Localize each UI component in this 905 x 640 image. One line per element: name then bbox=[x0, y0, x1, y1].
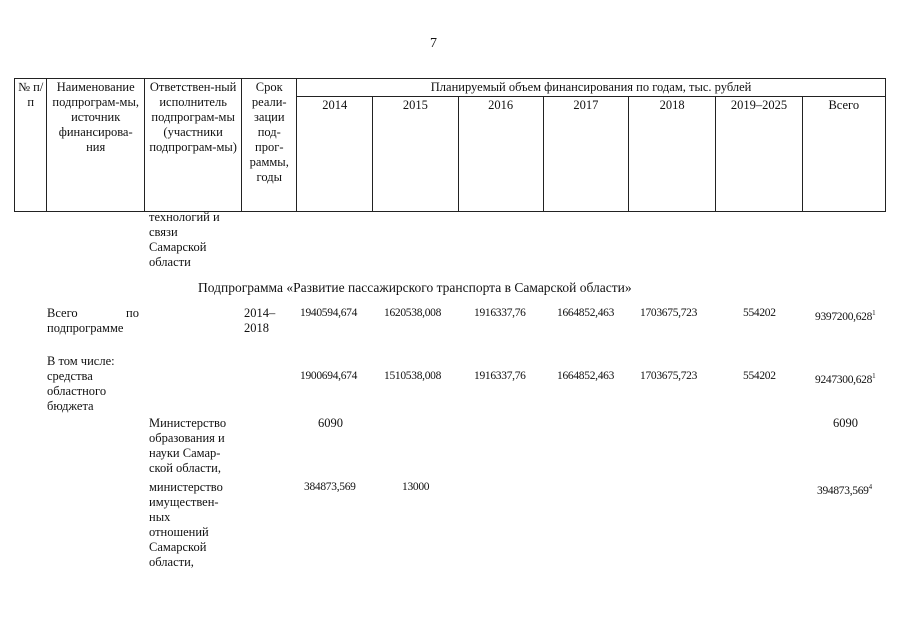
executor-continuation: технологий и связи Самарской области bbox=[149, 210, 220, 269]
header-name: Наименование подпрограм-мы, источник финансирова-ния bbox=[47, 79, 144, 212]
row-including-2017: 1664852,463 bbox=[557, 370, 615, 382]
row-total-sum: 9397200,628$^1$ bbox=[815, 309, 876, 323]
page-number: 7 bbox=[430, 36, 437, 51]
row-total-2018: 1703675,723 bbox=[640, 307, 698, 319]
header-funding: Планируемый объем финансирования по годам, тыс. рублей bbox=[297, 79, 886, 97]
funding-table-header bbox=[14, 78, 886, 212]
row-ministry-property-executor: министерство имуществен- ных отношений Самарской области, bbox=[149, 480, 223, 569]
row-total-2019-2025: 554202 bbox=[743, 307, 776, 319]
subprogram-title: Подпрограмма «Развитие пассажирского транспорта в Самарской области» bbox=[198, 280, 632, 295]
header-year-2017: 2017 bbox=[543, 97, 628, 212]
row-including-2015: 1510538,008 bbox=[384, 370, 442, 382]
row-including-name: В том числе: средства областного бюджета bbox=[47, 354, 115, 413]
footnote-marker: 1 bbox=[872, 372, 876, 380]
header-executor: Ответствен-ный исполнитель подпрограм-мы (участники подпрограм-мы) bbox=[144, 79, 241, 212]
row-including-2018: 1703675,723 bbox=[640, 370, 698, 382]
row-including-2016: 1916337,76 bbox=[474, 370, 526, 382]
row-ministry-education-sum: 6090 bbox=[833, 416, 858, 430]
header-year-2019-2025: 2019–2025 bbox=[716, 97, 802, 212]
row-ministry-education-2014: 6090 bbox=[318, 416, 343, 430]
row-ministry-education-executor: Министерство образования и науки Самар- ской области, bbox=[149, 416, 227, 475]
header-year-2015: 2015 bbox=[373, 97, 458, 212]
row-ministry-property-sum: 394873,569$^4$ bbox=[817, 483, 872, 497]
row-total-term: 2014– 2018 bbox=[244, 306, 276, 335]
header-year-2014: 2014 bbox=[297, 97, 373, 212]
header-term: Срок реали-зации под-прог-раммы, годы bbox=[242, 79, 297, 212]
row-including-2019-2025: 554202 bbox=[743, 370, 776, 382]
header-year-2016: 2016 bbox=[458, 97, 543, 212]
row-including-2014: 1900694,674 bbox=[300, 370, 358, 382]
footnote-marker: 1 bbox=[872, 309, 876, 317]
row-total-name: Всего по подпрограмме bbox=[47, 306, 139, 335]
footnote-marker: 4 bbox=[868, 483, 872, 491]
header-total: Всего bbox=[802, 97, 885, 212]
row-total-2015: 1620538,008 bbox=[384, 307, 442, 319]
row-total-2016: 1916337,76 bbox=[474, 307, 526, 319]
row-ministry-property-2015: 13000 bbox=[402, 481, 430, 493]
row-total-2014: 1940594,674 bbox=[300, 307, 358, 319]
row-including-sum: 9247300,628$^1$ bbox=[815, 372, 876, 386]
header-year-2018: 2018 bbox=[629, 97, 716, 212]
row-total-2017: 1664852,463 bbox=[557, 307, 615, 319]
row-ministry-property-2014: 384873,569 bbox=[304, 481, 356, 493]
header-number: № п/п bbox=[15, 79, 47, 212]
